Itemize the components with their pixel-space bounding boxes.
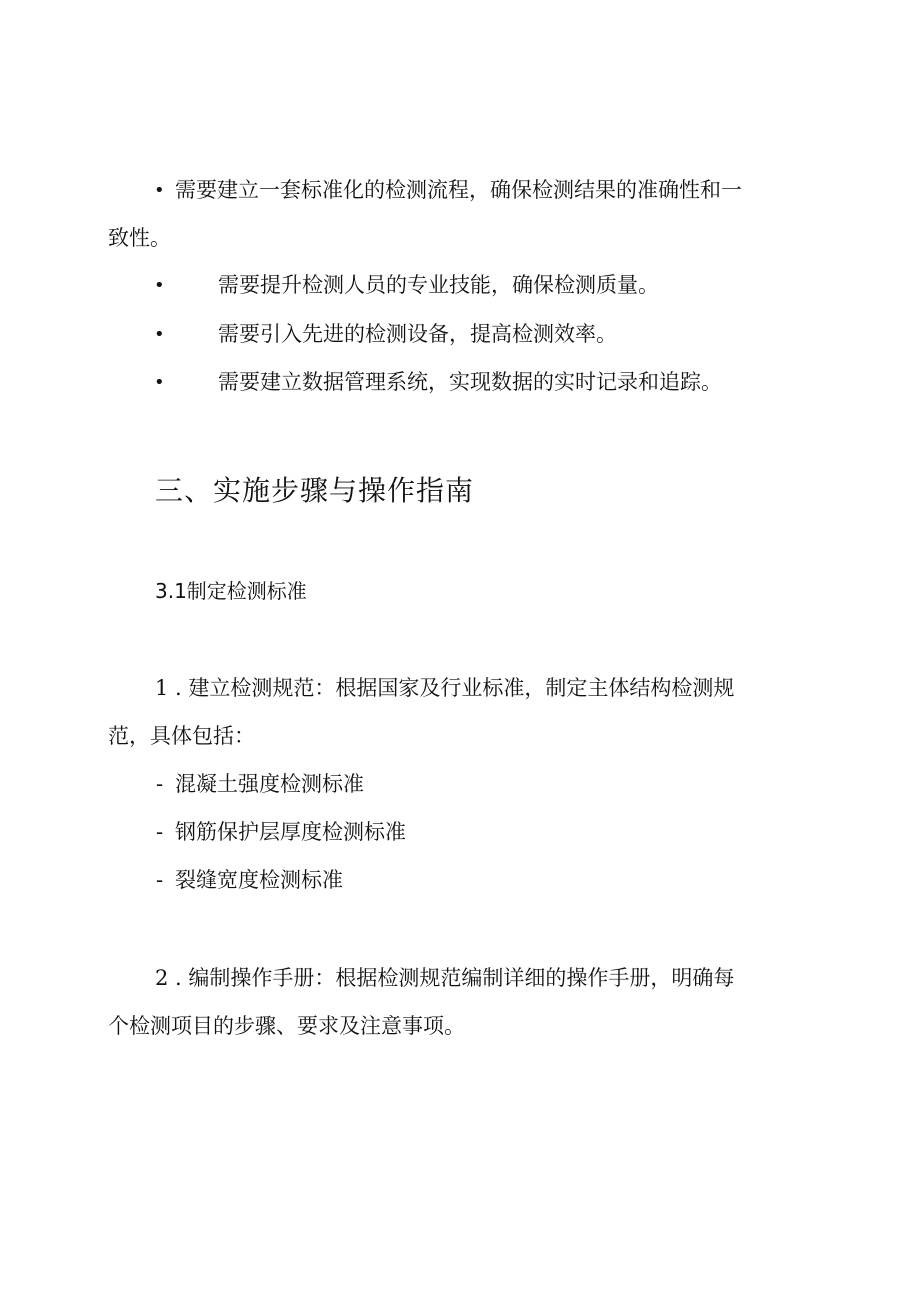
bullet-marker: • <box>154 324 165 345</box>
sub-item: 钢筋保护层厚度检测标准 <box>175 820 406 844</box>
bullet-marker: • <box>154 372 165 393</box>
step-number: 2 <box>155 966 169 990</box>
step-text-line: 个检测项目的步骤、要求及注意事项。 <box>108 1014 465 1038</box>
sub-item-marker: - <box>156 820 164 844</box>
bullet-item-line: 需要建立一套标准化的检测流程，确保检测结果的准确性和一 <box>175 178 742 202</box>
step-text-line: . 编制操作手册：根据检测规范编制详细的操作手册，明确每 <box>175 966 735 990</box>
bullet-item: 需要提升检测人员的专业技能，确保检测质量。 <box>218 273 659 297</box>
sub-item: 裂缝宽度检测标准 <box>175 868 343 892</box>
step-number: 1 <box>155 676 169 700</box>
step-text-line: . 建立检测规范：根据国家及行业标准，制定主体结构检测规 <box>175 676 735 700</box>
sub-item: 混凝土强度检测标准 <box>175 772 364 796</box>
bullet-item-line: 致性。 <box>108 226 171 250</box>
bullet-marker: • <box>154 180 165 201</box>
bullet-item: 需要引入先进的检测设备，提高检测效率。 <box>218 322 617 346</box>
bullet-marker: • <box>154 275 165 296</box>
section-title: 三、实施步骤与操作指南 <box>155 474 475 507</box>
sub-item-marker: - <box>156 772 164 796</box>
sub-item-marker: - <box>156 868 164 892</box>
bullet-item: 需要建立数据管理系统，实现数据的实时记录和追踪。 <box>218 370 722 394</box>
subsection-title: 3.1制定检测标准 <box>155 579 307 603</box>
step-text-line: 范，具体包括： <box>108 724 255 748</box>
